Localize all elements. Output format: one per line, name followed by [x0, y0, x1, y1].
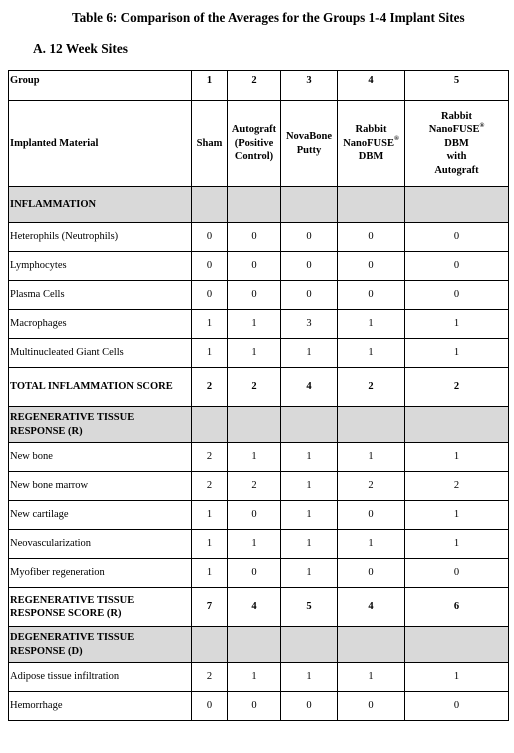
value-cell — [405, 187, 509, 223]
value-cell — [192, 627, 228, 663]
cell-value: 1 — [206, 318, 213, 330]
value-cell — [192, 692, 228, 721]
group-label-cell — [9, 71, 192, 101]
table-body — [9, 71, 509, 721]
value-cell — [192, 588, 228, 627]
cell-value: 1 — [306, 480, 312, 492]
value-cell — [228, 368, 281, 407]
cell-value: 0 — [306, 700, 312, 712]
cell-value: 0 — [306, 260, 312, 272]
row-label: Lymphocytes — [10, 260, 67, 272]
table-row — [9, 663, 509, 692]
value-cell — [338, 472, 405, 501]
value-cell — [281, 187, 338, 223]
group-header-row — [9, 71, 509, 101]
row-label: Adipose tissue infiltration — [10, 671, 120, 683]
table-row — [9, 443, 509, 472]
value-cell — [281, 281, 338, 310]
row-label-cell — [9, 407, 192, 443]
cell-value: 2 — [368, 381, 374, 393]
row-label-cell — [9, 368, 192, 407]
row-label: REGENERATIVE TISSUE RESPONSE (R) — [10, 412, 135, 437]
cell-value: 0 — [251, 509, 257, 521]
material-text: Putty — [296, 144, 322, 156]
group-number: 2 — [251, 75, 257, 86]
value-cell — [192, 407, 228, 443]
value-cell — [338, 692, 405, 721]
row-label: REGENERATIVE TISSUE RESPONSE SCORE (R) — [10, 594, 135, 619]
cell-value: 1 — [306, 509, 312, 521]
material-text: DBM — [358, 151, 384, 163]
comparison-table — [8, 70, 509, 721]
cell-value: 6 — [453, 601, 460, 613]
cell-value: 0 — [368, 509, 374, 521]
value-cell — [228, 223, 281, 252]
value-cell — [228, 692, 281, 721]
cell-value: 7 — [206, 601, 213, 613]
row-label-cell — [9, 501, 192, 530]
material-line — [340, 150, 402, 163]
value-cell — [338, 559, 405, 588]
section-heading: A. 12 Week Sites — [33, 41, 128, 56]
value-cell — [338, 663, 405, 692]
row-label: Myofiber regeneration — [10, 567, 105, 579]
value-cell — [281, 339, 338, 368]
cell-value: 1 — [251, 318, 257, 330]
table-row — [9, 223, 509, 252]
row-label: New bone — [10, 451, 53, 463]
value-cell — [405, 281, 509, 310]
cell-value: 1 — [206, 509, 213, 521]
cell-value: 2 — [206, 451, 213, 463]
cell-value: 2 — [453, 480, 460, 492]
value-cell — [338, 501, 405, 530]
section-header-row — [9, 187, 509, 223]
cell-value: 2 — [206, 671, 213, 683]
group-label: Group — [10, 75, 40, 86]
material-text: Rabbit — [355, 124, 387, 136]
cell-value: 0 — [251, 289, 257, 301]
row-label: New bone marrow — [10, 480, 89, 492]
cell-value: 0 — [306, 231, 312, 243]
row-label: Neovascularization — [10, 538, 92, 550]
row-label-cell — [9, 627, 192, 663]
value-cell — [192, 472, 228, 501]
total-score-row — [9, 588, 509, 627]
value-cell — [228, 187, 281, 223]
cell-value: 0 — [206, 700, 213, 712]
value-cell — [405, 663, 509, 692]
material-line — [340, 123, 402, 136]
value-cell — [228, 252, 281, 281]
cell-value: 0 — [453, 231, 460, 243]
value-cell — [228, 310, 281, 339]
row-label-cell — [9, 443, 192, 472]
cell-value: 1 — [453, 347, 460, 359]
section-header-row — [9, 407, 509, 443]
cell-value: 0 — [453, 289, 460, 301]
material-text: Sham — [196, 137, 223, 149]
value-cell — [281, 223, 338, 252]
cell-value: 1 — [251, 538, 257, 550]
material-line — [283, 144, 335, 157]
value-cell — [228, 501, 281, 530]
material-line — [230, 137, 278, 150]
value-cell — [228, 559, 281, 588]
row-label-cell — [9, 252, 192, 281]
material-line — [230, 150, 278, 163]
value-cell — [405, 223, 509, 252]
total-score-row — [9, 368, 509, 407]
value-cell — [338, 187, 405, 223]
group-number-cell — [405, 71, 509, 101]
table-row — [9, 281, 509, 310]
row-label: Heterophils (Neutrophils) — [10, 231, 119, 243]
material-line — [340, 137, 402, 150]
value-cell — [228, 443, 281, 472]
material-text: Rabbit — [441, 110, 472, 122]
value-cell — [405, 252, 509, 281]
cell-value: 2 — [368, 480, 374, 492]
cell-value: 1 — [368, 538, 374, 550]
cell-value: 1 — [306, 538, 312, 550]
cell-value: 0 — [368, 231, 374, 243]
group-number-cell — [281, 71, 338, 101]
value-cell — [338, 281, 405, 310]
row-label: Multinucleated Giant Cells — [10, 347, 124, 359]
value-cell — [281, 310, 338, 339]
value-cell — [338, 443, 405, 472]
cell-value: 0 — [206, 260, 213, 272]
value-cell — [228, 588, 281, 627]
material-text: with — [446, 151, 467, 163]
group-number: 4 — [368, 75, 374, 86]
group-number-cell — [192, 71, 228, 101]
cell-value: 0 — [306, 289, 312, 301]
row-label-cell — [9, 663, 192, 692]
cell-value: 0 — [453, 260, 460, 272]
value-cell — [228, 339, 281, 368]
value-cell — [281, 407, 338, 443]
material-text: NovaBone — [285, 131, 333, 143]
material-line — [194, 137, 225, 150]
row-label-cell — [9, 472, 192, 501]
value-cell — [405, 501, 509, 530]
value-cell — [405, 530, 509, 559]
group-number-cell — [228, 71, 281, 101]
value-cell — [338, 252, 405, 281]
material-cell-4 — [338, 101, 405, 187]
cell-value: 0 — [453, 567, 460, 579]
value-cell — [192, 281, 228, 310]
cell-value: 0 — [368, 260, 374, 272]
table-row — [9, 530, 509, 559]
value-cell — [228, 663, 281, 692]
cell-value: 2 — [453, 381, 460, 393]
material-text: Autograft — [434, 164, 479, 176]
value-cell — [192, 252, 228, 281]
value-cell — [405, 472, 509, 501]
value-cell — [192, 443, 228, 472]
cell-value: 2 — [206, 480, 213, 492]
value-cell — [338, 223, 405, 252]
cell-value: 4 — [368, 601, 374, 613]
material-line — [407, 110, 506, 123]
value-cell — [192, 559, 228, 588]
material-line — [407, 150, 506, 163]
value-cell — [338, 407, 405, 443]
cell-value: 0 — [251, 260, 257, 272]
value-cell — [338, 310, 405, 339]
value-cell — [281, 530, 338, 559]
cell-value: 1 — [453, 538, 460, 550]
material-line — [407, 164, 506, 177]
value-cell — [281, 472, 338, 501]
value-cell — [405, 559, 509, 588]
row-label-cell — [9, 588, 192, 627]
group-number: 1 — [206, 75, 213, 86]
cell-value: 2 — [251, 480, 257, 492]
row-label-cell — [9, 530, 192, 559]
cell-value: 1 — [206, 347, 213, 359]
value-cell — [192, 310, 228, 339]
material-line — [407, 123, 506, 136]
value-cell — [192, 501, 228, 530]
material-label: Implanted Material — [10, 137, 99, 149]
value-cell — [192, 223, 228, 252]
cell-value: 1 — [368, 347, 374, 359]
cell-value: 1 — [306, 451, 312, 463]
value-cell — [281, 252, 338, 281]
cell-value: 1 — [251, 671, 257, 683]
implanted-material-row — [9, 101, 509, 187]
cell-value: 1 — [251, 451, 257, 463]
value-cell — [405, 443, 509, 472]
row-label: INFLAMMATION — [10, 198, 97, 210]
value-cell — [228, 281, 281, 310]
table-row — [9, 501, 509, 530]
group-number: 5 — [453, 75, 460, 86]
row-label-cell — [9, 559, 192, 588]
table-row — [9, 472, 509, 501]
material-line — [407, 137, 506, 150]
material-label-cell — [9, 101, 192, 187]
value-cell — [338, 530, 405, 559]
row-label: Plasma Cells — [10, 289, 65, 301]
cell-value: 0 — [453, 700, 460, 712]
material-text: NanoFUSE — [428, 124, 480, 136]
cell-value: 1 — [453, 509, 460, 521]
material-cell-3 — [281, 101, 338, 187]
value-cell — [228, 530, 281, 559]
value-cell — [281, 692, 338, 721]
cell-value: 1 — [206, 538, 213, 550]
cell-value: 0 — [368, 700, 374, 712]
cell-value: 1 — [453, 318, 460, 330]
material-line — [283, 130, 335, 143]
material-cell-1 — [192, 101, 228, 187]
value-cell — [281, 627, 338, 663]
row-label: New cartilage — [10, 509, 69, 521]
material-line — [230, 123, 278, 136]
row-label: Macrophages — [10, 318, 67, 330]
cell-value: 0 — [251, 700, 257, 712]
cell-value: 2 — [251, 381, 257, 393]
section-header-row — [9, 627, 509, 663]
cell-value: 3 — [306, 318, 312, 330]
value-cell — [228, 627, 281, 663]
value-cell — [281, 443, 338, 472]
registered-mark: ® — [479, 121, 485, 129]
material-text: DBM — [444, 137, 469, 149]
value-cell — [281, 663, 338, 692]
value-cell — [192, 339, 228, 368]
value-cell — [338, 627, 405, 663]
row-label-cell — [9, 310, 192, 339]
value-cell — [405, 588, 509, 627]
value-cell — [405, 339, 509, 368]
value-cell — [405, 692, 509, 721]
value-cell — [405, 368, 509, 407]
material-text: Control) — [234, 151, 274, 163]
cell-value: 2 — [206, 381, 213, 393]
table-row — [9, 559, 509, 588]
group-number: 3 — [306, 75, 312, 86]
value-cell — [228, 472, 281, 501]
cell-value: 4 — [251, 601, 257, 613]
value-cell — [405, 407, 509, 443]
row-label-cell — [9, 692, 192, 721]
material-cell-5 — [405, 101, 509, 187]
row-label: TOTAL INFLAMMATION SCORE — [10, 381, 173, 393]
value-cell — [228, 407, 281, 443]
value-cell — [281, 588, 338, 627]
row-label-cell — [9, 339, 192, 368]
registered-mark: ® — [393, 135, 399, 143]
value-cell — [281, 501, 338, 530]
table-row — [9, 310, 509, 339]
cell-value: 0 — [206, 231, 213, 243]
row-label: Hemorrhage — [10, 700, 63, 712]
cell-value: 1 — [368, 318, 374, 330]
cell-value: 0 — [251, 231, 257, 243]
cell-value: 0 — [368, 289, 374, 301]
value-cell — [281, 368, 338, 407]
cell-value: 0 — [368, 567, 374, 579]
table-row — [9, 692, 509, 721]
row-label-cell — [9, 223, 192, 252]
value-cell — [281, 559, 338, 588]
row-label-cell — [9, 281, 192, 310]
cell-value: 0 — [251, 567, 257, 579]
group-number-cell — [338, 71, 405, 101]
value-cell — [405, 310, 509, 339]
cell-value: 1 — [453, 451, 460, 463]
value-cell — [192, 530, 228, 559]
value-cell — [192, 368, 228, 407]
material-text: Autograft — [231, 124, 277, 136]
value-cell — [338, 588, 405, 627]
table-title: Table 6: Comparison of the Averages for the Groups 1-4 Implant Sites — [72, 10, 465, 25]
cell-value: 0 — [206, 289, 213, 301]
value-cell — [338, 368, 405, 407]
cell-value: 1 — [251, 347, 257, 359]
material-text: (Positive — [234, 137, 274, 149]
table-row — [9, 339, 509, 368]
cell-value: 4 — [306, 381, 312, 393]
material-cell-2 — [228, 101, 281, 187]
cell-value: 1 — [453, 671, 460, 683]
row-label: DEGENERATIVE TISSUE RESPONSE (D) — [10, 632, 135, 657]
cell-value: 1 — [206, 567, 213, 579]
cell-value: 1 — [368, 671, 374, 683]
cell-value: 5 — [306, 601, 312, 613]
material-text: NanoFUSE — [343, 137, 394, 149]
value-cell — [405, 627, 509, 663]
row-label-cell — [9, 187, 192, 223]
cell-value: 1 — [306, 671, 312, 683]
table-row — [9, 252, 509, 281]
value-cell — [192, 663, 228, 692]
cell-value: 1 — [306, 567, 312, 579]
cell-value: 1 — [306, 347, 312, 359]
value-cell — [192, 187, 228, 223]
cell-value: 1 — [368, 451, 374, 463]
value-cell — [338, 339, 405, 368]
